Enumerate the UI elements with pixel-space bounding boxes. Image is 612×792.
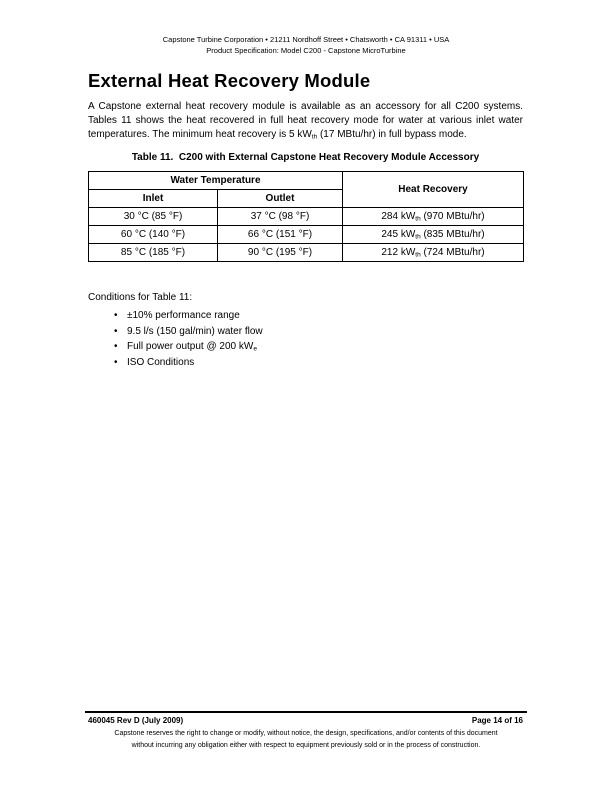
footer-page-number: Page 14 of 16 [471,716,523,725]
heat-value: 245 kW [381,229,416,240]
condition-text: 9.5 l/s (150 gal/min) water flow [127,325,263,337]
inlet-temperature-cell: 30 °C (85 °F) [89,208,218,226]
column-header-water-temperature: Water Temperature [89,172,343,190]
bullet-icon: • [114,325,118,337]
disclaimer-line-1: Capstone reserves the right to change or modify, without notice, the design, specifications, and/or contents of this document [114,730,498,737]
conditions-heading: Conditions for Table 11: [88,292,193,303]
heat-value: 284 kW [381,211,416,222]
heat-value-alt-units: (724 MBtu/hr) [420,247,485,258]
intro-text-cont: (17 MBtu/hr) in full bypass mode. [317,129,467,141]
table-caption: Table 11. C200 with External Capstone Heat Recovery Module Accessory [131,152,480,163]
intro-paragraph [88,100,523,143]
bullet-icon: • [114,341,118,352]
footer-divider [85,711,527,713]
inlet-temperature-cell: 60 °C (140 °F) [89,226,218,244]
footer-disclaimer [0,728,612,751]
column-header-outlet: Outlet [218,190,343,208]
heat-recovery-table [88,171,524,262]
inlet-temperature-cell: 85 °C (185 °F) [89,244,218,262]
table-row [89,208,524,226]
bullet-icon: • [114,310,118,321]
table-row [89,244,524,262]
header-spec-line: Product Specification: Model C200 - Capstone MicroTurbine [206,45,406,55]
outlet-temperature-cell: 37 °C (98 °F) [218,208,343,226]
heat-recovery-cell [343,208,524,226]
condition-subscript-e: e [253,345,257,353]
disclaimer-line-2: without incurring any obligation either with respect to equipment previously sold or in the process of construction. [131,741,481,749]
heat-value: 212 kW [381,247,416,258]
column-header-inlet: Inlet [89,190,218,208]
list-item [88,355,523,371]
footer-meta-row [88,715,523,726]
document-header [0,35,612,56]
outlet-temperature-cell: 66 °C (151 °F) [218,226,343,244]
footer-revision: 460045 Rev D (July 2009) [88,716,184,725]
heat-subscript-th: th [415,251,421,259]
column-header-heat-recovery: Heat Recovery [343,172,524,208]
heat-value-alt-units: (835 MBtu/hr) [420,229,485,240]
condition-text: ±10% performance range [127,310,240,321]
condition-text: ISO Conditions [127,356,195,368]
header-company-line: Capstone Turbine Corporation • 21211 Nordhoff Street • Chatsworth • CA 91311 • USA [162,35,450,44]
page-title: External Heat Recovery Module [88,70,371,91]
heat-value-alt-units: (970 MBtu/hr) [420,211,485,222]
condition-text: Full power output @ 200 kW [127,341,254,352]
intro-text: A Capstone external heat recovery module is available as an accessory for all C200 systems. Tables 11 shows the heat recovered in full heat recovery mode for water at various inlet water temperatures. The minimum heat recovery is 5 kW [88,101,523,141]
bullet-icon: • [114,356,118,368]
heat-subscript-th: th [415,215,421,223]
list-item [88,308,523,324]
heat-recovery-cell [343,226,524,244]
list-item [88,339,523,355]
table-header-row-1 [89,172,524,190]
table-row [89,226,524,244]
heat-recovery-cell [343,244,524,262]
heat-subscript-th: th [415,233,421,241]
list-item [88,324,523,340]
outlet-temperature-cell: 90 °C (195 °F) [218,244,343,262]
conditions-section [88,292,523,370]
intro-subscript-th: th [311,133,318,141]
